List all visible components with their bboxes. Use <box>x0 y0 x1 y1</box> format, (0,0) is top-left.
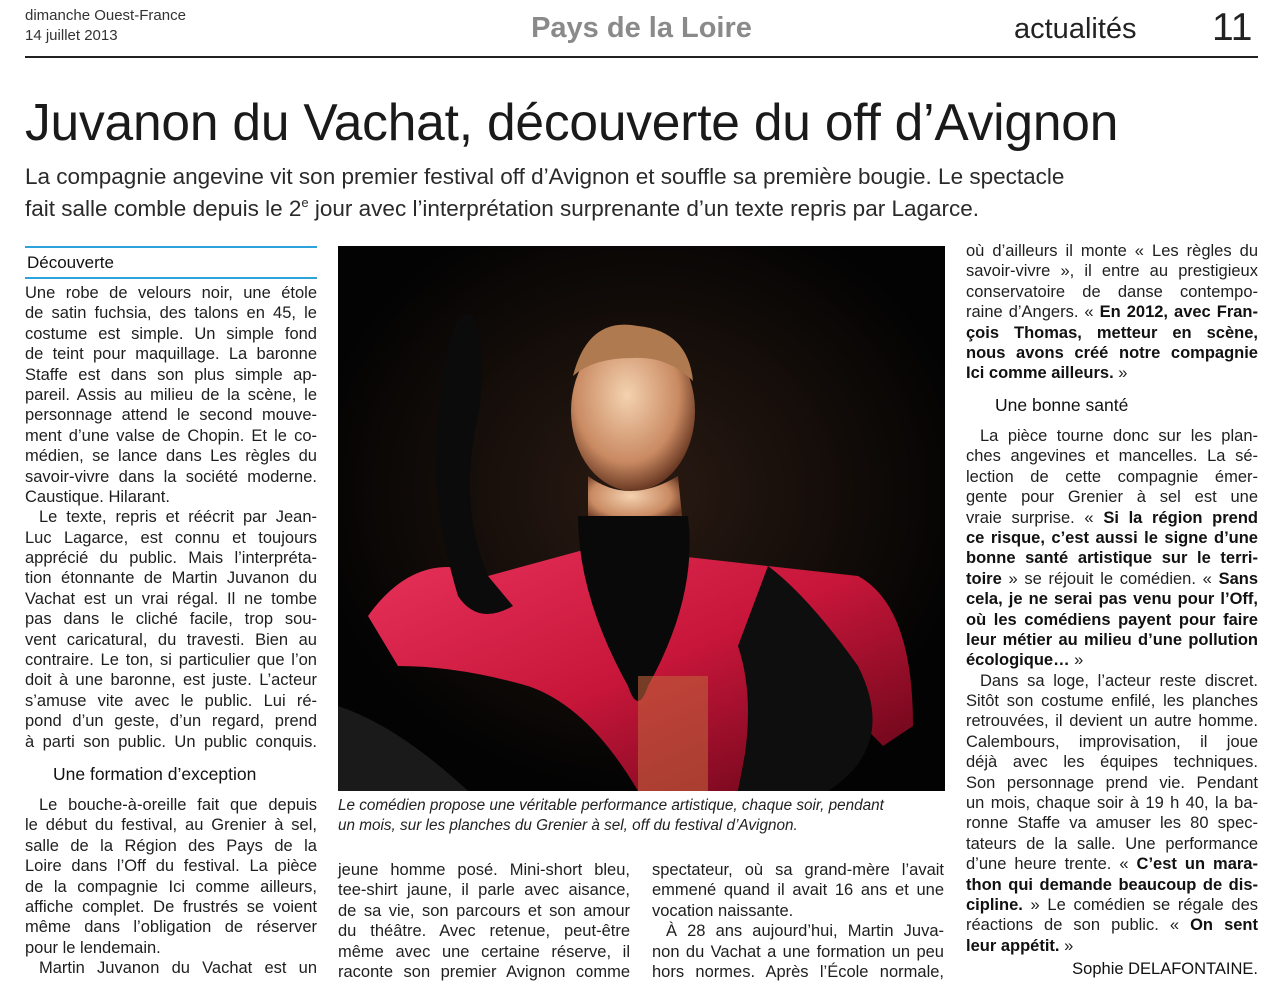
text-line: Staffe est dans son plus simple ap- <box>25 365 317 384</box>
issue-date: 14 juillet 2013 <box>25 27 118 44</box>
text-line: déjà avec les équipes techniques. <box>966 753 1258 772</box>
quote-text: thon qui demande beaucoup de dis- <box>966 875 1258 894</box>
text-line <box>966 610 1258 630</box>
body-column-4b <box>966 426 1258 956</box>
photo-caption-line-2: un mois, sur les planches du Grenier à sel, off du festival d’Avignon. <box>338 817 798 834</box>
quote-text: leur métier au milieu d’une pollution <box>966 630 1258 649</box>
text-line: ment d’une valse de Chopin. Et le co- <box>25 426 317 445</box>
text-line: vent caricatural, du travesti. Bien au <box>25 630 317 649</box>
text-line <box>966 548 1258 568</box>
body-column-4a <box>966 241 1258 384</box>
text-line: pareil. Assis au milieu de la scène, le <box>25 385 317 404</box>
text-segment: vraie surprise. « <box>966 508 1104 527</box>
photo-caption-line-1: Le comédien propose une véritable performance artistique, chaque soir, pendant <box>338 797 884 814</box>
quote-text: nous avons créé notre compagnie <box>966 343 1258 362</box>
text-line: retrouvées, il devient un autre homme. <box>966 712 1258 731</box>
text-line <box>966 508 1258 528</box>
text-line <box>966 875 1258 895</box>
text-line: hors normes. Après l’École normale, <box>652 962 944 981</box>
text-line: ronne Staffe va amuser les 80 spec- <box>966 814 1258 833</box>
text-line: pas dans le cliché facile, trop sou- <box>25 610 317 629</box>
text-line <box>966 589 1258 609</box>
text-line: Son personnage prend vie. Pendant <box>966 773 1258 792</box>
quote-text: çois Thomas, metteur en scène, <box>966 323 1258 342</box>
standfirst-text: fait salle comble depuis le 2 <box>25 196 302 221</box>
text-line: costume est simple. Un simple fond <box>25 324 317 343</box>
text-line: spectateur, où sa grand-mère l’avait <box>652 861 944 879</box>
text-line: À 28 ans aujourd’hui, Martin Juva- <box>666 922 944 941</box>
text-line: non du Vachat a une formation un peu <box>652 942 944 961</box>
text-line: doit à une baronne, est juste. L’acteur <box>25 671 317 690</box>
text-line: apprécié du public. Mais l’interpréta- <box>25 549 317 568</box>
text-line: même avec une certaine réserve, il <box>338 942 630 961</box>
section-name: actualités <box>1014 13 1137 45</box>
text-line: pond d’un geste, d’un regard, prend <box>25 712 317 731</box>
text-line <box>966 895 1258 915</box>
text-line <box>966 630 1258 650</box>
text-line: contraire. Le ton, si particulier que l’on <box>25 651 317 670</box>
kicker-rule-bottom <box>25 277 317 279</box>
text-line: affiche complet. De frustrés se voient <box>25 897 317 916</box>
text-line: Caustique. Hilarant. <box>25 487 170 506</box>
standfirst-line-1: La compagnie angevine vit son premier festival off d’Avignon et souffle sa première bougie. Le spectacle <box>25 164 1065 189</box>
header-rule <box>25 56 1258 58</box>
text-line: savoir-vivre », il entre au prestigieux <box>966 262 1258 281</box>
kicker: Découverte <box>27 253 114 272</box>
quote-text: leur appétit. <box>966 936 1060 955</box>
text-line: Calembours, improvisation, il joue <box>966 732 1258 751</box>
text-line: salle de la Région des Pays de la <box>25 836 317 855</box>
edition-name: dimanche Ouest-France <box>25 7 186 24</box>
kicker-rule-top <box>25 246 317 248</box>
text-line: même dans l’obligation de réserver <box>25 918 317 937</box>
quote-text: C’est un mara- <box>1136 855 1258 874</box>
text-line: gente pour Grenier à sel est une <box>966 488 1258 507</box>
text-line: Le bouche-à-oreille fait que depuis <box>39 796 317 814</box>
text-line: raconte son premier Avignon comme <box>338 962 630 981</box>
text-segment: » Le comédien se régale des <box>1022 895 1258 914</box>
quote-text: En 2012, avec Fran- <box>1099 303 1258 322</box>
text-segment: réactions de son public. « <box>966 916 1191 935</box>
text-line: emmené quand il avait 16 ans et une <box>652 881 944 900</box>
quote-text: toire <box>966 569 1002 588</box>
text-line: ches angevines et mancelles. La sé- <box>966 447 1258 466</box>
quote-text: cipline. <box>966 895 1023 914</box>
text-line <box>966 650 1258 670</box>
text-line: à parti son public. Un public conquis. <box>25 732 317 751</box>
text-line: Luc Lagarce, est connu et toujours <box>25 528 317 547</box>
standfirst-line-2 <box>25 195 979 222</box>
text-line: La pièce tourne donc sur les plan- <box>980 427 1258 445</box>
text-segment: d’une heure trente. « <box>966 855 1137 874</box>
subheading: Une formation d’exception <box>53 764 257 784</box>
text-segment: » <box>1069 651 1084 670</box>
text-line: s’amuse vite avec le public. Lui ré- <box>25 691 317 710</box>
quote-text: ce risque, c’est aussi le signe d’une <box>966 528 1258 547</box>
quote-text: bonne santé artistique sur le terri- <box>966 549 1258 568</box>
text-line <box>966 915 1258 935</box>
text-segment: raine d’Angers. « <box>966 303 1100 322</box>
text-line: un mois, chaque soir à 19 h 40, la ba- <box>966 794 1258 813</box>
text-line: de teint pour maquillage. La baronne <box>25 345 317 364</box>
quote-text: écologique… <box>966 651 1070 670</box>
superscript: e <box>301 195 309 210</box>
text-line: du théâtre. Avec retenue, peut-être <box>338 922 630 941</box>
text-line: de la compagnie Ici comme ailleurs, <box>25 877 317 896</box>
article-photo <box>338 246 945 791</box>
text-line <box>966 302 1258 322</box>
text-line: Dans sa loge, l’acteur reste discret. <box>980 671 1258 690</box>
text-line: lection de cette compagnie émer- <box>966 467 1258 486</box>
text-line: vocation naissante. <box>652 901 794 920</box>
text-line <box>966 854 1258 874</box>
text-line: où d’ailleurs il monte « Les règles du <box>966 242 1258 260</box>
subheading: Une bonne santé <box>995 395 1129 415</box>
text-segment: » <box>1113 364 1128 383</box>
text-line: Sitôt son costume enfilé, les planches <box>966 692 1258 711</box>
text-line <box>966 936 1258 956</box>
text-line: le début du festival, au Grenier à sel, <box>25 816 317 835</box>
text-line: jeune homme posé. Mini-short bleu, <box>338 861 630 879</box>
text-line <box>966 363 1258 383</box>
quote-text: où les comédiens payent pour faire <box>966 610 1258 629</box>
text-line: Loire dans l’Off du festival. La pièce <box>25 857 317 876</box>
region-rubric: Pays de la Loire <box>531 12 752 44</box>
quote-text: Ici comme ailleurs. <box>966 364 1114 383</box>
performer-photo-illustration <box>338 246 945 791</box>
text-line: Une robe de velours noir, une étole <box>25 284 317 302</box>
text-line <box>966 343 1258 363</box>
quote-text: cela, je ne serai pas venu pour l’Off, <box>966 590 1258 609</box>
text-line: tion étonnante de Martin Juvanon du <box>25 569 317 588</box>
text-line <box>966 569 1258 589</box>
body-column-1a <box>25 283 317 752</box>
headline: Juvanon du Vachat, découverte du off d’Avignon <box>25 93 1119 151</box>
text-line: médien, se lance dans Les règles du <box>25 447 317 466</box>
body-column-1b <box>25 795 317 979</box>
text-line <box>966 528 1258 548</box>
standfirst-text: jour avec l’interprétation surprenante d’un texte repris par Lagarce. <box>308 196 980 221</box>
text-line: pour le lendemain. <box>25 938 161 957</box>
text-line: de satin fuchsia, des talons en 45, le <box>25 304 317 323</box>
quote-text: Sans <box>1218 569 1258 588</box>
text-line: savoir-vivre dans la société moderne. <box>25 467 317 486</box>
text-line: Vachat est un vrai régal. Il ne tombe <box>25 589 317 608</box>
body-column-3 <box>652 860 944 982</box>
quote-text: On sent <box>1190 916 1258 935</box>
text-line: de sa vie, son parcours et son amour <box>338 901 630 920</box>
text-line: personnage attend le second mouve- <box>25 406 317 425</box>
text-line: tateurs de la salle. Une performance <box>966 834 1258 853</box>
quote-text: Si la région prend <box>1103 508 1259 527</box>
text-line: tee-shirt jaune, il parle avec aisance, <box>338 881 630 900</box>
text-segment: » <box>1059 936 1074 955</box>
body-column-2 <box>338 860 630 982</box>
author-signature: Sophie DELAFONTAINE. <box>1072 960 1258 978</box>
text-line <box>966 323 1258 343</box>
page-number: 11 <box>1212 6 1253 49</box>
text-segment: » se réjouit le comédien. « <box>1001 569 1219 588</box>
text-line: Martin Juvanon du Vachat est un <box>39 959 317 978</box>
text-line: conservatoire de danse contempo- <box>966 282 1258 301</box>
text-line: Le texte, repris et réécrit par Jean- <box>39 508 317 527</box>
